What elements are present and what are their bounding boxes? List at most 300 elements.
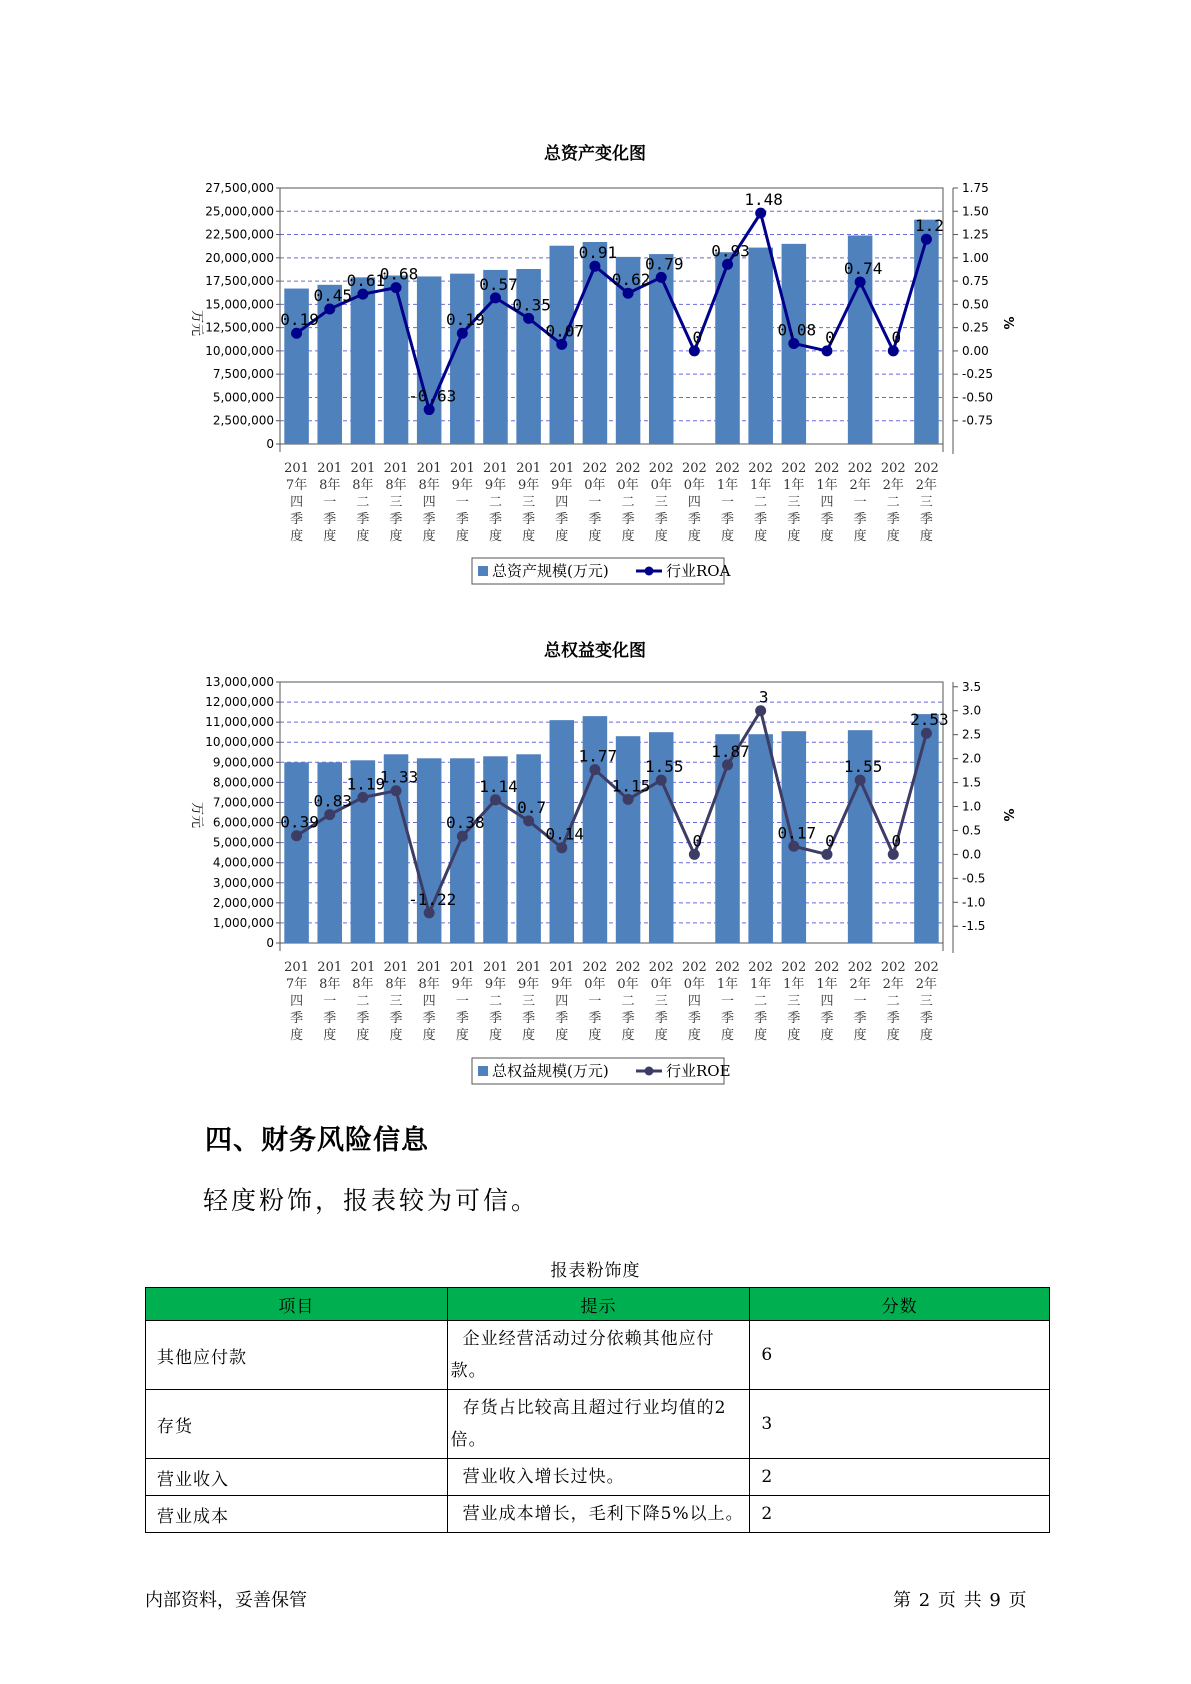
x-tick-label: 2年 <box>915 977 938 992</box>
x-tick-label: 度 <box>621 1028 635 1043</box>
x-tick-label: 季 <box>323 512 337 527</box>
data-label: 0.38 <box>446 813 485 833</box>
table-row <box>146 1390 1050 1459</box>
x-tick-label: 四 <box>555 994 569 1009</box>
x-tick-label: 201 <box>483 960 508 975</box>
plot-frame <box>280 682 943 943</box>
legend-line-label: 行业ROA <box>666 562 731 580</box>
x-tick-label: 201 <box>317 960 343 975</box>
x-tick-label: 季 <box>820 512 834 527</box>
x-tick-label: 四 <box>687 994 701 1009</box>
bar <box>516 754 541 943</box>
x-tick-label: 季 <box>919 1011 933 1026</box>
y2-tick-label: 0.00 <box>962 343 989 358</box>
x-tick-label: 1年 <box>716 478 739 493</box>
y2-tick-label: 0.75 <box>962 274 989 289</box>
x-tick-label: 季 <box>588 512 602 527</box>
x-tick-label: 季 <box>422 1011 436 1026</box>
y-tick-label: 6,000,000 <box>212 815 274 830</box>
bar <box>450 274 475 444</box>
data-point <box>888 345 899 356</box>
x-tick-label: 度 <box>721 529 735 544</box>
x-tick-label: 一 <box>721 495 735 510</box>
data-point <box>788 338 799 349</box>
legend-bar-swatch <box>478 566 488 576</box>
x-tick-label: 202 <box>715 960 740 975</box>
x-tick-label: 度 <box>356 1028 370 1043</box>
x-tick-label: 季 <box>886 512 900 527</box>
bar <box>748 248 773 444</box>
y-tick-label: 11,000,000 <box>205 715 274 730</box>
data-label: 0.62 <box>611 270 651 290</box>
y-tick-label: 15,000,000 <box>205 297 274 312</box>
x-tick-label: 1年 <box>816 977 838 992</box>
x-tick-label: 9年 <box>484 478 507 493</box>
y-tick-label: 2,500,000 <box>212 413 274 428</box>
y2-tick-label: 2.0 <box>962 751 982 766</box>
x-tick-label: 一 <box>588 495 602 510</box>
x-tick-label: 度 <box>654 1028 668 1043</box>
x-tick-label: 201 <box>350 960 376 975</box>
x-tick-label: 三 <box>654 994 668 1009</box>
x-tick-label: 202 <box>814 960 840 975</box>
y2-tick-label: -1.5 <box>962 919 986 934</box>
data-label: -0.63 <box>408 386 457 406</box>
y-tick-label: 0 <box>266 437 274 451</box>
data-label: 0 <box>692 327 703 347</box>
y-tick-label: 3,000,000 <box>212 875 274 890</box>
x-tick-label: 度 <box>820 529 834 544</box>
y2-tick-label: 0.50 <box>962 297 989 312</box>
y-tick-label: 1,000,000 <box>212 915 274 930</box>
x-tick-label: 季 <box>721 1011 735 1026</box>
x-tick-label: 202 <box>847 960 873 975</box>
x-tick-label: 三 <box>787 994 801 1009</box>
x-tick-label: 1年 <box>750 977 772 992</box>
x-tick-label: 季 <box>754 1011 768 1026</box>
x-tick-label: 度 <box>853 529 867 544</box>
x-tick-label: 1年 <box>816 478 838 493</box>
x-tick-label: 9年 <box>451 478 473 493</box>
y-tick-label: 25,000,000 <box>205 204 274 219</box>
data-point <box>291 830 302 841</box>
x-tick-label: 季 <box>455 512 469 527</box>
data-point <box>821 345 832 356</box>
x-tick-label: 202 <box>582 960 608 975</box>
table-row <box>146 1321 1050 1390</box>
x-tick-label: 201 <box>549 960 575 975</box>
x-tick-label: 季 <box>488 512 502 527</box>
x-tick-label: 季 <box>621 512 635 527</box>
x-tick-label: 201 <box>284 461 309 476</box>
y-tick-label: 10,000,000 <box>205 343 274 358</box>
data-label: 0.7 <box>517 797 547 817</box>
data-label: 0.35 <box>512 295 551 315</box>
data-label: 0.74 <box>843 259 883 279</box>
x-tick-label: 季 <box>522 1011 536 1026</box>
x-tick-label: 201 <box>449 461 475 476</box>
y2-axis-label: % <box>1000 316 1015 330</box>
x-tick-label: 度 <box>455 529 469 544</box>
data-point <box>490 292 501 303</box>
x-tick-label: 度 <box>886 1028 900 1043</box>
data-point <box>391 785 402 796</box>
x-tick-label: 四 <box>820 994 834 1009</box>
y-axis-label: 万元 <box>189 801 204 829</box>
x-tick-label: 9年 <box>517 478 540 493</box>
x-tick-label: 季 <box>455 1011 469 1026</box>
table-header-row <box>146 1288 1050 1321</box>
data-point <box>623 288 634 299</box>
x-tick-label: 201 <box>383 461 409 476</box>
section-heading: 四、财务风险信息 <box>205 1125 429 1156</box>
x-tick-label: 201 <box>416 960 442 975</box>
x-tick-label: 度 <box>422 1028 436 1043</box>
y2-tick-label: -0.50 <box>962 390 994 405</box>
x-tick-label: 二 <box>754 994 768 1009</box>
x-tick-label: 一 <box>455 495 469 510</box>
chart-title: 总资产变化图 <box>544 144 646 164</box>
x-tick-label: 一 <box>588 994 602 1009</box>
data-point <box>755 705 766 716</box>
data-label: 1.55 <box>644 757 684 777</box>
data-point <box>855 775 866 786</box>
x-tick-label: 2年 <box>882 478 904 493</box>
y2-tick-label: 3.5 <box>962 679 982 694</box>
data-point <box>656 272 667 283</box>
x-tick-label: 1年 <box>750 478 772 493</box>
x-tick-label: 三 <box>522 994 536 1009</box>
data-label: 1.48 <box>744 190 783 210</box>
x-tick-label: 度 <box>621 529 635 544</box>
y-tick-label: 20,000,000 <box>205 250 274 265</box>
total-equity-chart <box>0 635 1191 1095</box>
row-hint <box>447 1459 750 1496</box>
x-tick-label: 二 <box>621 994 635 1009</box>
data-label: 0.14 <box>545 824 585 844</box>
row-item: 营业成本 <box>146 1496 448 1533</box>
data-label: 0.57 <box>479 274 518 294</box>
data-label: 0 <box>825 327 835 347</box>
bar <box>417 276 442 444</box>
x-tick-label: 一 <box>455 994 469 1009</box>
x-tick-label: 度 <box>588 1028 602 1043</box>
x-tick-label: 0年 <box>584 977 606 992</box>
bar <box>914 714 939 943</box>
data-point <box>821 849 832 860</box>
data-point <box>656 775 667 786</box>
x-tick-label: 季 <box>687 512 701 527</box>
x-tick-label: 季 <box>323 1011 337 1026</box>
y-tick-label: 8,000,000 <box>212 775 274 790</box>
x-tick-label: 8年 <box>385 478 407 493</box>
x-tick-label: 8年 <box>418 478 440 493</box>
data-point <box>291 328 302 339</box>
x-tick-label: 季 <box>389 512 403 527</box>
x-tick-label: 四 <box>290 994 304 1009</box>
data-label: 0.79 <box>644 254 684 274</box>
x-tick-label: 四 <box>555 495 569 510</box>
data-label: -1.22 <box>408 889 457 909</box>
x-tick-label: 8年 <box>319 478 341 493</box>
x-tick-label: 二 <box>356 495 370 510</box>
row-hint-line2: 款。 <box>450 1361 487 1381</box>
data-point <box>589 764 600 775</box>
x-tick-label: 三 <box>787 495 801 510</box>
header-item: 项目 <box>146 1288 448 1321</box>
y2-tick-label: -0.75 <box>962 413 994 428</box>
x-tick-label: 度 <box>455 1028 469 1043</box>
x-tick-label: 2年 <box>849 478 871 493</box>
row-hint-line1: 企业经营活动过分依赖其他应付 <box>462 1329 715 1349</box>
x-tick-label: 202 <box>582 461 608 476</box>
x-tick-label: 三 <box>919 495 933 510</box>
x-tick-label: 201 <box>516 960 542 975</box>
y2-axis-label: % <box>1000 808 1015 822</box>
x-tick-label: 度 <box>754 1028 768 1043</box>
x-tick-label: 201 <box>483 461 508 476</box>
y-tick-label: 12,000,000 <box>205 695 274 710</box>
x-tick-label: 季 <box>886 1011 900 1026</box>
x-tick-label: 7年 <box>285 478 308 493</box>
y-tick-label: 22,500,000 <box>205 227 274 242</box>
data-label: 3 <box>758 687 769 707</box>
x-tick-label: 季 <box>721 512 735 527</box>
x-tick-label: 季 <box>522 512 536 527</box>
data-point <box>722 259 733 270</box>
x-tick-label: 0年 <box>683 478 706 493</box>
legend <box>472 558 731 584</box>
data-label: 0.93 <box>711 241 750 261</box>
data-label: 1.15 <box>611 776 651 796</box>
x-tick-label: 度 <box>555 529 569 544</box>
x-tick-label: 度 <box>588 529 602 544</box>
x-tick-label: 度 <box>687 1028 701 1043</box>
data-point <box>457 831 468 842</box>
x-tick-label: 度 <box>323 529 337 544</box>
x-tick-label: 0年 <box>584 478 606 493</box>
data-label: 0.68 <box>379 264 419 284</box>
data-point <box>490 794 501 805</box>
legend-bar-label: 总权益规模(万元) <box>492 1062 609 1080</box>
x-tick-label: 201 <box>549 461 575 476</box>
y2-tick-label: 0.0 <box>962 847 982 862</box>
x-tick-label: 二 <box>886 994 900 1009</box>
x-tick-label: 二 <box>886 495 900 510</box>
y-tick-label: 9,000,000 <box>212 755 274 770</box>
x-tick-label: 度 <box>389 1028 403 1043</box>
data-point <box>424 907 435 918</box>
data-point <box>556 842 567 853</box>
x-tick-label: 201 <box>317 461 343 476</box>
y2-tick-label: 1.75 <box>962 181 989 195</box>
x-tick-label: 8年 <box>352 977 374 992</box>
data-label: 0.61 <box>346 271 386 291</box>
data-point <box>324 809 335 820</box>
row-hint-line1: 存货占比较高且超过行业均值的2 <box>462 1398 727 1418</box>
y-tick-label: 10,000,000 <box>205 735 274 750</box>
row-hint-line1: 营业收入增长过快。 <box>462 1467 625 1487</box>
x-tick-label: 四 <box>290 495 304 510</box>
x-tick-label: 度 <box>919 529 933 544</box>
x-tick-label: 度 <box>754 529 768 544</box>
x-tick-label: 202 <box>880 461 906 476</box>
x-tick-label: 三 <box>522 495 536 510</box>
x-tick-label: 202 <box>781 960 807 975</box>
data-label: 0.45 <box>313 286 352 306</box>
row-score: 2 <box>750 1496 1050 1533</box>
window-dressing-table <box>145 1287 1050 1533</box>
x-tick-label: 三 <box>389 495 403 510</box>
x-tick-label: 度 <box>886 529 900 544</box>
data-label: 0.08 <box>777 320 817 340</box>
row-score: 6 <box>750 1321 1050 1390</box>
x-tick-label: 9年 <box>551 478 573 493</box>
bar <box>284 762 309 943</box>
legend-line-marker <box>645 1067 654 1076</box>
x-tick-label: 度 <box>687 529 701 544</box>
data-point <box>523 313 534 324</box>
data-point <box>523 815 534 826</box>
x-tick-label: 8年 <box>385 977 407 992</box>
data-point <box>855 277 866 288</box>
x-tick-label: 一 <box>853 495 867 510</box>
x-tick-label: 度 <box>787 1028 801 1043</box>
data-point <box>589 261 600 272</box>
x-tick-label: 二 <box>488 994 502 1009</box>
x-tick-label: 季 <box>654 512 668 527</box>
y-tick-label: 4,000,000 <box>212 855 274 870</box>
x-tick-label: 202 <box>781 461 807 476</box>
x-tick-label: 度 <box>356 529 370 544</box>
y2-tick-label: -0.25 <box>962 367 994 382</box>
x-tick-label: 季 <box>853 512 867 527</box>
data-label: 0 <box>692 831 703 851</box>
x-tick-label: 三 <box>654 495 668 510</box>
bar <box>317 762 342 943</box>
x-tick-label: 一 <box>323 994 337 1009</box>
x-tick-label: 0年 <box>650 478 672 493</box>
x-tick-label: 季 <box>389 1011 403 1026</box>
data-point <box>556 339 567 350</box>
y2-tick-label: 0.25 <box>962 320 989 335</box>
legend-bar-label: 总资产规模(万元) <box>492 562 609 580</box>
row-hint <box>447 1321 750 1390</box>
chart-title: 总权益变化图 <box>544 641 646 661</box>
bar <box>616 736 641 943</box>
x-tick-label: 202 <box>615 461 641 476</box>
x-tick-label: 度 <box>853 1028 867 1043</box>
x-tick-label: 四 <box>422 495 436 510</box>
x-tick-label: 202 <box>681 960 707 975</box>
x-tick-label: 度 <box>389 529 403 544</box>
data-label: 1.14 <box>479 776 518 796</box>
x-tick-label: 度 <box>290 529 304 544</box>
x-tick-label: 度 <box>555 1028 569 1043</box>
row-item: 其他应付款 <box>146 1321 448 1390</box>
x-tick-label: 202 <box>748 960 774 975</box>
y2-tick-label: 1.25 <box>962 227 989 242</box>
row-score: 2 <box>750 1459 1050 1496</box>
row-item: 存货 <box>146 1390 448 1459</box>
x-tick-label: 201 <box>284 960 309 975</box>
data-point <box>424 404 435 415</box>
x-tick-label: 度 <box>721 1028 735 1043</box>
x-tick-label: 度 <box>488 529 502 544</box>
row-hint <box>447 1390 750 1459</box>
x-tick-label: 202 <box>748 461 774 476</box>
x-tick-label: 季 <box>853 1011 867 1026</box>
x-tick-label: 2年 <box>882 977 904 992</box>
x-tick-label: 0年 <box>683 977 706 992</box>
x-tick-label: 季 <box>555 512 569 527</box>
header-hint: 提示 <box>447 1288 750 1321</box>
row-score: 3 <box>750 1390 1050 1459</box>
bar <box>914 220 939 444</box>
data-label: 0.83 <box>313 791 352 811</box>
x-tick-label: 9年 <box>451 977 473 992</box>
legend-line-label: 行业ROE <box>666 1062 731 1080</box>
x-tick-label: 202 <box>648 960 674 975</box>
x-tick-label: 9年 <box>484 977 507 992</box>
data-point <box>689 345 700 356</box>
row-hint <box>447 1496 750 1533</box>
x-tick-label: 四 <box>820 495 834 510</box>
x-tick-label: 三 <box>919 994 933 1009</box>
data-point <box>755 208 766 219</box>
x-tick-label: 201 <box>449 960 475 975</box>
y2-tick-label: 1.5 <box>962 775 982 790</box>
x-tick-label: 季 <box>787 1011 801 1026</box>
x-tick-label: 202 <box>715 461 740 476</box>
x-tick-label: 季 <box>687 1011 701 1026</box>
x-tick-label: 季 <box>588 1011 602 1026</box>
x-tick-label: 202 <box>648 461 674 476</box>
x-tick-label: 二 <box>754 495 768 510</box>
data-label: 0 <box>891 831 902 851</box>
x-tick-label: 季 <box>356 512 370 527</box>
x-tick-label: 0年 <box>617 478 639 493</box>
x-tick-label: 2年 <box>915 478 938 493</box>
data-point <box>689 849 700 860</box>
bar <box>715 252 740 444</box>
x-tick-label: 季 <box>290 1011 304 1026</box>
y-tick-label: 13,000,000 <box>205 675 274 689</box>
x-tick-label: 8年 <box>418 977 440 992</box>
data-label: 1.19 <box>346 774 386 794</box>
data-label: 0 <box>891 327 902 347</box>
bar <box>450 758 475 943</box>
x-tick-label: 一 <box>323 495 337 510</box>
x-tick-label: 季 <box>422 512 436 527</box>
x-tick-label: 202 <box>914 960 939 975</box>
data-label: 0.07 <box>545 321 585 341</box>
x-tick-label: 9年 <box>551 977 573 992</box>
y-tick-label: 5,000,000 <box>212 390 274 405</box>
x-tick-label: 202 <box>615 960 641 975</box>
legend <box>472 1058 731 1084</box>
legend-line-marker <box>645 567 654 576</box>
x-tick-label: 度 <box>522 1028 536 1043</box>
y-tick-label: 12,500,000 <box>205 320 274 335</box>
data-label: 1.77 <box>578 746 618 766</box>
x-tick-label: 1年 <box>783 478 805 493</box>
x-tick-label: 1年 <box>716 977 739 992</box>
data-label: 0.91 <box>578 243 618 263</box>
data-label: 0.17 <box>777 823 817 843</box>
x-tick-label: 一 <box>853 994 867 1009</box>
data-label: 1.33 <box>379 767 419 787</box>
